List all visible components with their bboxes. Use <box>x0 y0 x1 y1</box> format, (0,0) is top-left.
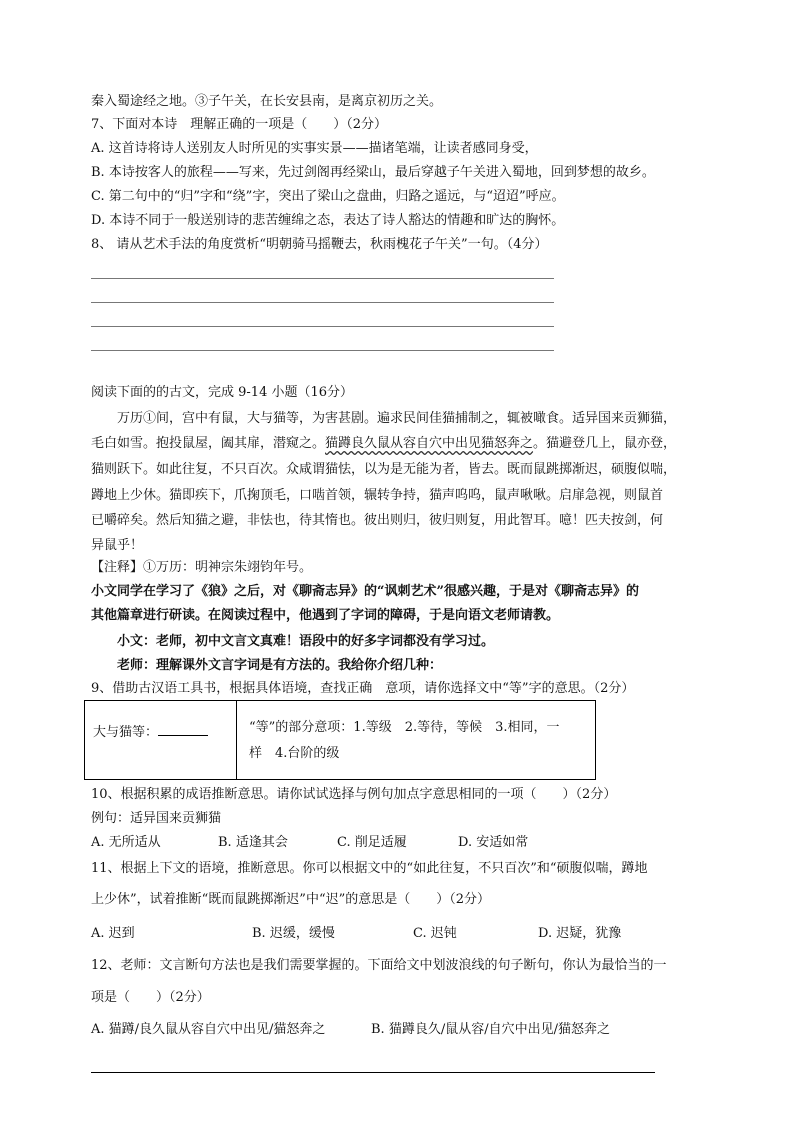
q7-option-c: C. 第二句中的“归”字和“绕”字，突出了梁山之盘曲，归路之遥远，与“迢迢”呼应。 <box>91 189 565 204</box>
q12-option-b: B. 猫蹲良久/鼠从容/自穴中出见/猫怒奔之 <box>371 1022 610 1037</box>
q9-answer-blank[interactable] <box>158 723 208 736</box>
passage-line: 蹲地上少休。猫即疾下，爪掬顶毛，口啮首领，辗转争持，猫声呜呜，鼠声啾啾。启扉急视，则鼠首 <box>91 488 664 503</box>
q9-stem: 9、借助古汉语工具书，根据具体语境，查找正确 意项，请你选择文中“等”字的意思。（2分） <box>91 681 635 696</box>
footnote: 【注释】①万历：明神宗朱翊钧年号。 <box>91 560 313 575</box>
answer-line[interactable] <box>91 302 554 303</box>
bold-intro-line: 其他篇章进行研读。在阅读过程中，他遇到了字词的障碍，于是向语文老师请教。 <box>91 608 560 623</box>
dialogue-student: 小文：老师，初中文言文真难！语段中的好多字词都没有学习过。 <box>117 634 495 649</box>
reading-intro: 阅读下面的的古文，完成 9-14 小题（16分） <box>91 385 354 400</box>
q10-stem: 10、根据积累的成语推断意思。请你试试选择与例句加点字意思相同的一项（ ）（2分） <box>91 787 617 802</box>
q9-meanings-line: “等”的部分意项：1.等级 2.等待，等候 3.相同，一 <box>249 720 560 735</box>
q10-option-a: A. 无所适从 <box>91 835 161 850</box>
q12-stem: 项是（ ）（2分） <box>91 990 210 1005</box>
q9-table <box>84 700 596 780</box>
q12-option-a: A. 猫蹲/良久鼠从容自穴中出见/猫怒奔之 <box>91 1022 326 1037</box>
q10-option-d: D. 安适如常 <box>458 835 529 850</box>
passage-text: 。猫避登几上，鼠亦登， <box>533 436 677 451</box>
q11-stem: 11、根据上下文的语境，推断意思。你可以根据文中的“如此往复，不只百次”和“硕腹似喘，蹲地 <box>91 861 648 876</box>
q11-option-c: C. 迟钝 <box>413 926 457 941</box>
bold-intro-line: 小文同学在学习了《狼》之后，对《聊斋志异》的“讽刺艺术”很感兴趣，于是对《聊斋志异》的 <box>91 584 639 599</box>
q9-left-cell <box>93 723 208 742</box>
passage-line: 已嚼碎矣。然后知猫之避，非怯也，待其惰也。彼出则归，彼归则复，用此智耳。噫！匹夫按剑，何 <box>91 513 664 528</box>
table-divider <box>236 701 237 779</box>
passage-line: 异鼠乎！ <box>91 538 144 553</box>
q11-stem: 上少休”，试着推断“既而鼠跳掷渐迟”中“迟”的意思是（ ）（2分） <box>91 892 491 907</box>
q7-option-d: D. 本诗不同于一般送别诗的悲苦缠绵之态，表达了诗人豁达的情趣和旷达的胸怀。 <box>91 213 565 228</box>
q8-stem: 8、 请从艺术手法的角度赏析“明朝骑马摇鞭去，秋雨槐花子午关”一句。（4分） <box>91 237 548 252</box>
q9-left-label: 大与猫等： <box>93 725 159 740</box>
answer-line[interactable] <box>91 326 554 327</box>
passage-line <box>91 435 676 453</box>
q12-stem: 12、老师：文言断句方法也是我们需要掌握的。下面给文中划波浪线的句子断句，你认为最恰当的一 <box>91 958 667 973</box>
page-bottom-rule <box>91 1072 655 1073</box>
top-line: 秦入蜀途经之地。③子午关，在长安县南，是离京初历之关。 <box>91 94 443 109</box>
answer-line[interactable] <box>91 350 554 351</box>
q9-right-cell <box>249 715 589 767</box>
passage-line: 猫则跃下。如此往复，不只百次。众咸谓猫怯，以为是无能为者，皆去。既而鼠跳掷渐迟，硕腹似喘， <box>91 462 677 477</box>
q11-option-a: A. 迟到 <box>91 926 135 941</box>
passage-text: 毛白如雪。抱投鼠屋，阖其扉，潜窥之。 <box>91 436 326 451</box>
passage-line: 万历①间，宫中有鼠，大与猫等，为害甚剧。遍求民间佳猫捕制之，辄被噉食。适异国来贡狮猫， <box>117 411 677 426</box>
q7-stem: 7、下面对本诗 理解正确的一项是（ ）（2分） <box>91 117 388 132</box>
q7-option-b: B. 本诗按客人的旅程——写来，先过剑阁再经梁山，最后穿越子午关进入蜀地，回到梦想的故乡。 <box>91 165 655 180</box>
dialogue-teacher: 老师：理解课外文言字词是有方法的。我给你介绍几种： <box>117 658 443 673</box>
wavy-sentence: 猫蹲良久鼠从容自穴中出见猫怒奔之 <box>325 436 534 451</box>
q9-meanings-line: 样 4.台阶的级 <box>249 746 340 761</box>
answer-line[interactable] <box>91 278 554 279</box>
q10-option-b: B. 适逢其会 <box>218 835 288 850</box>
q10-example: 例句：适异国来贡狮猫 <box>91 811 222 826</box>
q7-option-a: A. 这首诗将诗人送别友人时所见的实事实景——描诸笔端，让读者感同身受， <box>91 141 538 156</box>
q10-option-c: C. 削足适履 <box>337 835 407 850</box>
q11-option-b: B. 迟缓，缓慢 <box>252 926 335 941</box>
q11-option-d: D. 迟疑，犹豫 <box>538 926 622 941</box>
